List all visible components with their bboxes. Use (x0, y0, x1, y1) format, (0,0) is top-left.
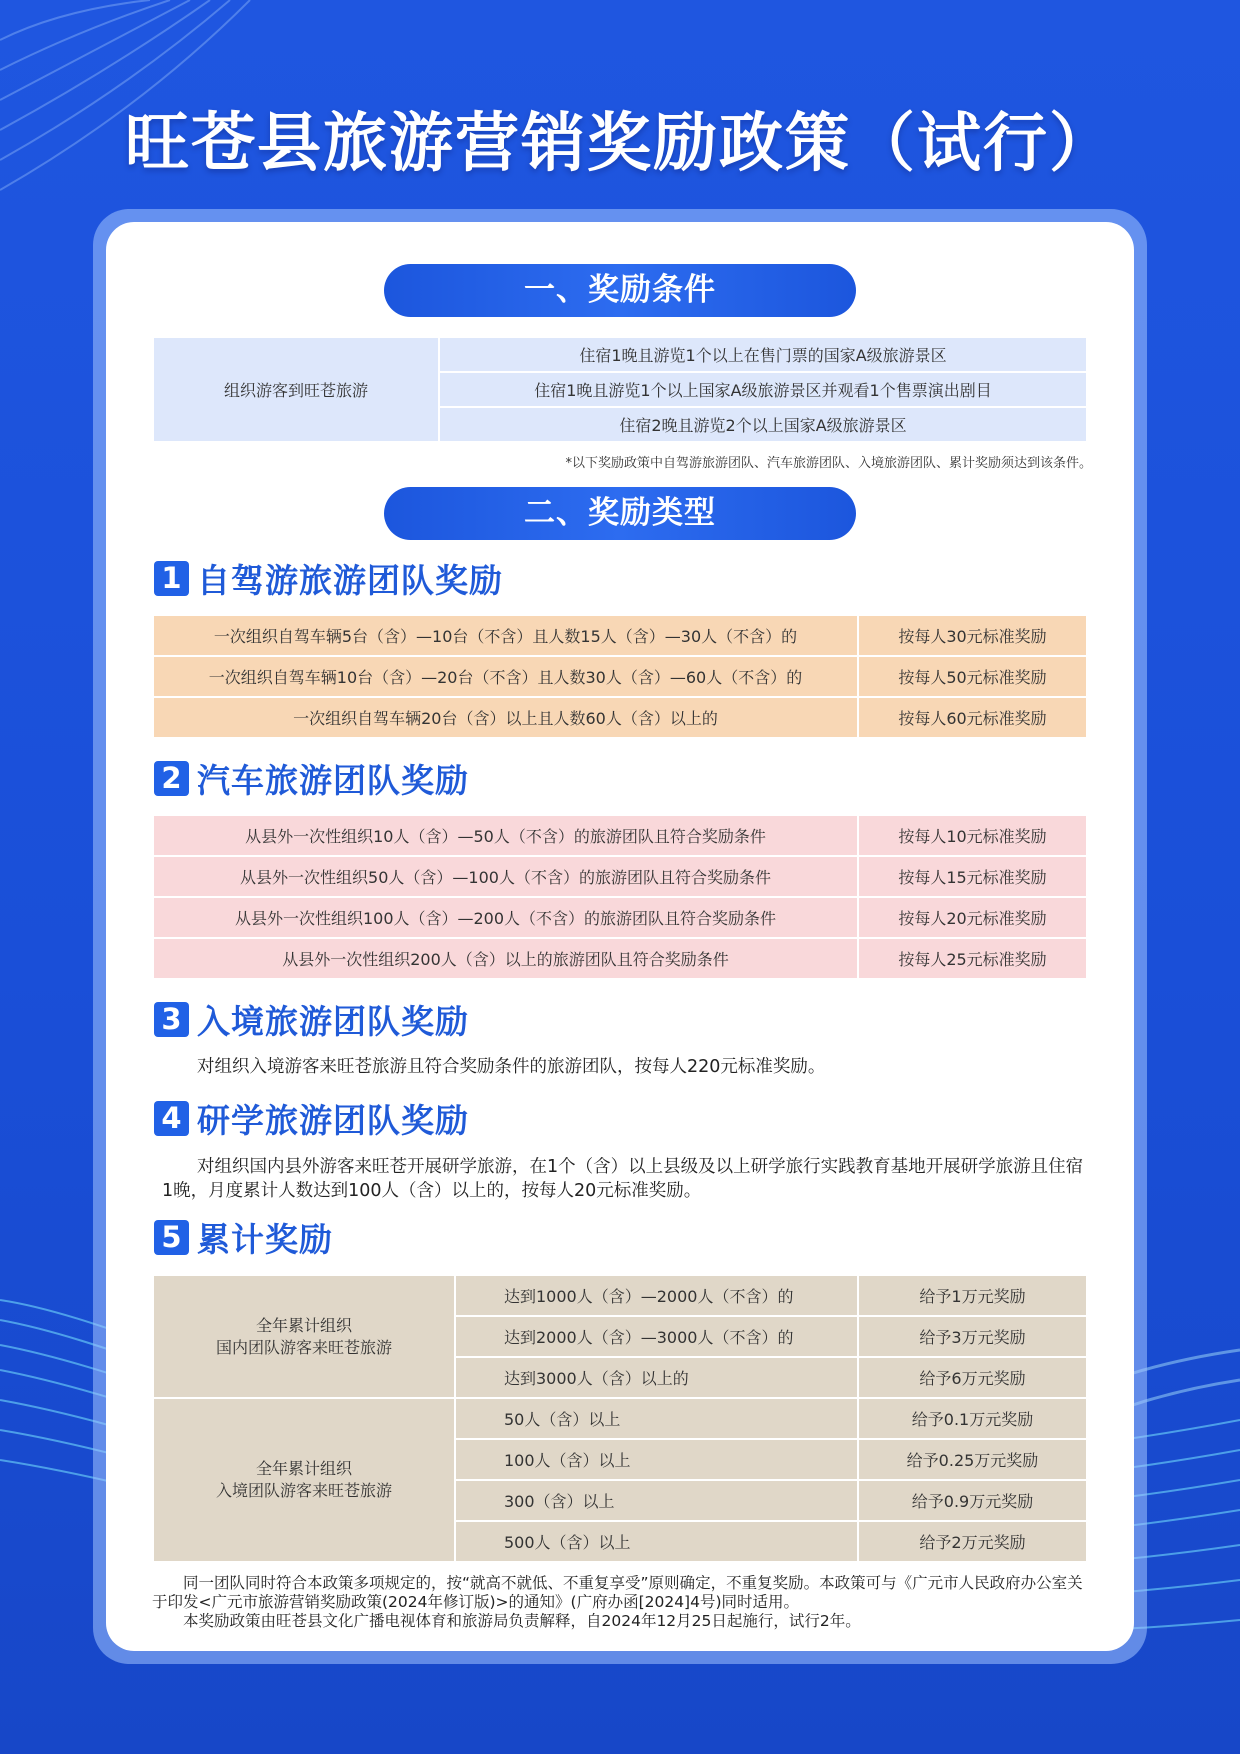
table-cell-reward: 按每人20元标准奖励 (857, 898, 1086, 939)
cumulative-table (154, 1276, 1086, 1561)
inbound-section-title (154, 1000, 469, 1041)
section-number: 4 (154, 1101, 189, 1136)
group-label-line: 国内团队游客来旺苍旅游 (215, 1337, 392, 1357)
policy-note: 同一团队同时符合本政策多项规定的，按“就高不就低、不重复享受”原则确定，不重复奖励。本政策可与《广元市人民政府办公室关于印发<广元市旅游营销奖励政策(2024年修订版)>的通知》(广府办函[2024]4号)同时适用。 (152, 1574, 1083, 1611)
section-number: 3 (154, 1002, 189, 1037)
section-number: 5 (154, 1220, 189, 1255)
table-cell-reward: 按每人60元标准奖励 (857, 698, 1086, 737)
table-row (154, 816, 1086, 857)
table-cell-reward: 给予3万元奖励 (857, 1317, 1086, 1358)
coach-section-title (154, 759, 469, 800)
group-label-line: 全年累计组织 (255, 1459, 352, 1478)
conditions-heading: 一、奖励条件 (384, 264, 856, 317)
study-section-title (154, 1099, 469, 1140)
table-row (154, 1276, 1086, 1317)
group-label-domestic (154, 1276, 454, 1399)
table-row (154, 698, 1086, 737)
study-text: 对组织国内县外游客来旺苍开展研学旅游，在1个（含）以上县级及以上研学旅行实践教育基地开展研学旅游且住宿1晚，月度累计人数达到100人（含）以上的，按每人20元标准奖励。 (162, 1157, 1084, 1201)
table-cell-reward: 按每人50元标准奖励 (857, 657, 1086, 698)
section-number: 2 (154, 761, 189, 796)
conditions-label: 组织游客到旺苍旅游 (154, 338, 440, 441)
table-cell-condition: 达到3000人（含）以上的 (454, 1358, 857, 1399)
policy-notes (152, 1574, 1088, 1631)
table-cell-reward: 给予2万元奖励 (857, 1522, 1086, 1561)
table-cell-reward: 给予0.25万元奖励 (857, 1440, 1086, 1481)
table-row (154, 939, 1086, 978)
self-drive-table (154, 616, 1086, 737)
section-title: 累计奖励 (197, 1219, 333, 1259)
conditions-table (154, 338, 1086, 441)
condition-item: 住宿2晚且游览2个以上国家A级旅游景区 (440, 408, 1086, 441)
table-cell-reward: 给予0.1万元奖励 (857, 1399, 1086, 1440)
condition-item: 住宿1晚且游览1个以上国家A级旅游景区并观看1个售票演出剧目 (440, 373, 1086, 408)
group-label-line: 全年累计组织 (255, 1315, 352, 1335)
table-row (154, 1399, 1086, 1440)
group-label-line: 入境团队游客来旺苍旅游 (215, 1481, 392, 1500)
table-cell-condition: 300（含）以上 (454, 1481, 857, 1522)
table-cell-reward: 给予1万元奖励 (857, 1276, 1086, 1317)
table-cell-condition: 一次组织自驾车辆20台（含）以上且人数60人（含）以上的 (154, 698, 857, 737)
section-number: 1 (154, 561, 189, 596)
table-cell-condition: 一次组织自驾车辆5台（含）—10台（不含）且人数15人（含）—30人（不含）的 (154, 616, 857, 657)
table-cell-reward: 按每人10元标准奖励 (857, 816, 1086, 857)
section-title: 入境旅游团队奖励 (197, 1001, 469, 1041)
table-cell-condition: 一次组织自驾车辆10台（含）—20台（不含）且人数30人（含）—60人（不含）的 (154, 657, 857, 698)
table-cell-reward: 按每人15元标准奖励 (857, 857, 1086, 898)
cumulative-section-title (154, 1218, 333, 1259)
types-heading: 二、奖励类型 (384, 487, 856, 540)
policy-note: 本奖励政策由旺苍县文化广播电视体育和旅游局负责解释，自2024年12月25日起施行，试行2年。 (183, 1612, 861, 1630)
table-cell-reward: 按每人25元标准奖励 (857, 939, 1086, 978)
table-row (154, 857, 1086, 898)
table-cell-condition: 100人（含）以上 (454, 1440, 857, 1481)
inbound-text: 对组织入境游客来旺苍旅游且符合奖励条件的旅游团队，按每人220元标准奖励。 (197, 1057, 826, 1077)
coach-table (154, 816, 1086, 978)
table-cell-condition: 达到1000人（含）—2000人（不含）的 (454, 1276, 857, 1317)
table-cell-condition: 50人（含）以上 (454, 1399, 857, 1440)
table-cell-condition: 从县外一次性组织100人（含）—200人（不含）的旅游团队且符合奖励条件 (154, 898, 857, 939)
table-cell-reward: 给予0.9万元奖励 (857, 1481, 1086, 1522)
table-row (154, 898, 1086, 939)
page-title: 旺苍县旅游营销奖励政策（试行） (125, 106, 1115, 181)
table-row (154, 657, 1086, 698)
table-cell-condition: 从县外一次性组织50人（含）—100人（不含）的旅游团队且符合奖励条件 (154, 857, 857, 898)
table-cell-reward: 给予6万元奖励 (857, 1358, 1086, 1399)
table-row (154, 338, 1086, 373)
section-title: 研学旅游团队奖励 (197, 1100, 469, 1140)
condition-item: 住宿1晚且游览1个以上在售门票的国家A级旅游景区 (440, 338, 1086, 373)
table-cell-condition: 从县外一次性组织10人（含）—50人（不含）的旅游团队且符合奖励条件 (154, 816, 857, 857)
table-row (154, 616, 1086, 657)
table-cell-reward: 按每人30元标准奖励 (857, 616, 1086, 657)
conditions-footnote: *以下奖励政策中自驾游旅游团队、汽车旅游团队、入境旅游团队、累计奖励须达到该条件。 (565, 456, 1092, 471)
table-cell-condition: 500人（含）以上 (454, 1522, 857, 1561)
table-cell-condition: 从县外一次性组织200人（含）以上的旅游团队且符合奖励条件 (154, 939, 857, 978)
group-label-inbound (154, 1399, 454, 1561)
section-title: 自驾游旅游团队奖励 (197, 560, 503, 600)
self-drive-section-title (154, 559, 503, 600)
table-cell-condition: 达到2000人（含）—3000人（不含）的 (454, 1317, 857, 1358)
section-title: 汽车旅游团队奖励 (197, 760, 469, 800)
